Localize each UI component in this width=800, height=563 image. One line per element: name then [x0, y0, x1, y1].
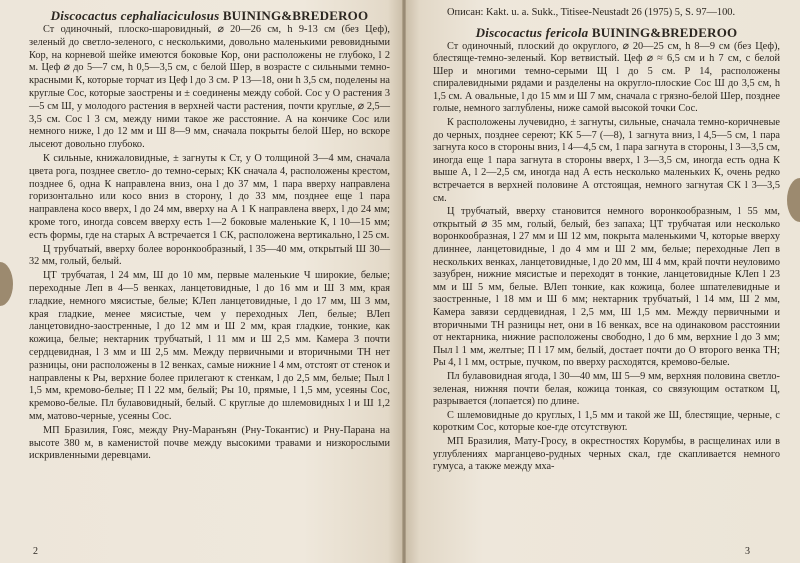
description-spines: К расположены лучевидно, ± загнуты, сильные, сначала темно-коричневые до черных, позднее сереют; КК 5—7 (—8), 1 загнута вниз, l 4,5—5 см, 1 пара загнута косо в стороны вниз, l 4—4,5 см, 1 пара загнута в стороны, l 3—3,5 см, иногда еще 1 пара загнута в стороны вверх, l 3—3,5 см, иногда есть одна К выше А, l 2—2,5 см, иногда над А есть несколько маленьких К, очень редко встречается в верхней половине А отстоящая, немного загнутая СК l 3—3,5 см. [433, 117, 780, 204]
species-epithet: cephaliaciculosus [120, 8, 220, 23]
source-citation: Описан: Kakt. u. a. Sukk., Titisee-Neustadt 26 (1975) 5, S. 97—100. [447, 7, 736, 18]
right-page [404, 0, 800, 563]
page-number: 2 [33, 546, 38, 557]
species-genus: Discocactus [50, 8, 118, 23]
species-authors: BUINING&BREDEROO [591, 24, 738, 40]
description-flower: Ц трубчатый, вверху становится немного воронкообразным, l 55 мм, открытый ⌀ 35 мм, голый, белый, без запаха; ЦТ трубчатая или несколько воронкообразная, l 27 мм и Ш 12 мм, покрыта маленькими Ч, которые вверху длиннее, ланцетовидные, l до 4 мм и Ш 2 мм, белые; переходные Леп в нескольких венках, ланцетовидные, l до 20 мм, Ш 4 мм, край почти неуловимо зазубрен, нижние мясистые и переходят в тонкие, ланцетовидные КЛеп l 23 мм и Ш 5 мм, белые. ВЛеп тонкие, как кожица, более шпателевидные и заостренные, l 18 мм и Ш 6 мм; нектарник трубчатый, l 14 мм, Ш 2 мм, Камера завязи сердцевидная, l 2,5 мм, Ш 1,5 мм. Между первичными и вторичными ТН разницы нет, они в 16 венках, все на одинаковом расстоянии от нектарника, нижние расположены свободно, l до 6 мм, верхние l до 3 мм; Пыл l 1 мм, желтые; П l 17 мм, белый, достает почти до О второго венка ТН; Ры 4, l 1 мм, острые, пучком, по вверху расходятся, кремово-белые. [433, 206, 780, 369]
species-heading [433, 24, 780, 41]
description-flower-tube: ЦТ трубчатая, l 24 мм, Ш до 10 мм, первые маленькие Ч широкие, белые; переходные Леп в 4—5 венках, ланцетовидные, l до 16 мм и Ш 3 мм, края гладкие, немного мясистые, белые; КЛеп ланцетовидные, l до 17 мм, Ш 3 мм, края гладкие, менее мясистые, чем у переходных Леп, белые; ВЛеп ланцетовидно-заостренные, l до 12 мм и Ш 2 мм, края гладкие, тонкие, как кожица, белые; нектарник трубчатый, l 11 мм и Ш 2,5 мм. Камера 3 почти сердцевидная, l 3 мм и Ш 2,5 мм. Между первичными и вторичными ТН нет разницы, они расположены в 12 венках, самые нижние l 4 мм, отстоят от стенок и направлены к Ры, верхние более прилегают к стенкам, l до 2,5 мм, белые; Пыл l 1,5 мм, кремово-белые; П l 22 мм, белый; Ры 10, прямые, l 1,5 мм, усеяны Сос, кремово-белые. Пл булавовидный, белый. С круглые до шлемовидных l и Ш 1,2 мм, матово-черные, усеяны Сос. [29, 270, 390, 422]
description-flower: Ц трубчатый, вверху более воронкообразный, l 35—40 мм, открытый Ш 30—32 мм, голый, белый. [29, 243, 390, 268]
description-seeds: С шлемовидные до круглых, l 1,5 мм и такой же Ш, блестящие, черные, с коротким Сос, которые кое-где отсутствуют. [433, 409, 780, 434]
species-heading [29, 7, 390, 24]
species-epithet: fericola [545, 24, 589, 40]
description-spines: К сильные, книжаловидные, ± загнуты к Ст, у О толщиной 3—4 мм, сначала цвета рога, позднее светло- до темно-серых; КК сначала 4, расположены крестом, позднее 6, одна К направлена вниз, она l до 37 мм, 1 пара вверху направлена горизонтально или косо вниз в сторону, l до 33 мм, позднее еще 1 пара направлена косо вверх, l до 24 мм, вверху на А 1 К направлена вверх, l до 24 мм; кроме того, иногда совсем вверху есть 1—2 боковые маленькие К, l 10—15 мм; есть формы, где на старых А встречается 1 СК, расположена вертикально, l 25 см. [29, 152, 390, 241]
book-gutter [402, 0, 406, 563]
description-stem: Ст одиночный, плоский до округлого, ⌀ 20—25 см, h 8—9 см (без Цеф), блестяще-темно-зеленый. Кор ветвистый. Цеф ⌀ ≈ 6,5 см и h 7 см, с белой Шер и многими темно-серыми Щ l до 5 см. Р 14, расположены спиралевидными рядами и разделены на округло-плоские Сос Ш до 3,5 см, h 1,5 см. А овальные, l до 15 мм и Ш 7 мм, сначала с грязно-белой Шер, позднее голые, немного заглублены, ниже самой высокой точки Сос. [433, 40, 780, 115]
species-authors: BUINING&BREDEROO [222, 8, 369, 23]
description-habitat: МП Бразилия, Мату-Гросу, в окрестностях Корумбы, в расщелинах или в углублениях марганцево-рудных черных скал, где скапливается немного гумуса, а также между мха- [433, 435, 780, 473]
description-habitat: МП Бразилия, Гояс, между Рну-Маранъян (Рну-Токантис) и Рну-Парана на высоте 380 м, в каменистой почве между высокими травами и низкорослыми искривленными деревцами. [29, 424, 390, 462]
description-fruit: Пл булавовидная ягода, l 30—40 мм, Ш 5—9 мм, верхняя половина светло-зеленая, нижняя почти белая, кожица тонкая, со связующим остатком Ц, разрывается (лопается) по длине. [433, 370, 780, 408]
description-stem: Ст одиночный, плоско-шаровидный, ⌀ 20—26 см, h 9-13 см (без Цеф), зеленый до светло-зеленого, с несколькими, довольно маленькими ревовидными Кор, на корневой шейке имеются боковые Кор, они расположены не глубоко, l 2 м. Цеф ⌀ до 5—7 см, h 0,5—3,5 см, с белой Шер, в возрасте с сильными темно-красными К, которые торчат из Цеф l до 3 см. Р 13—18, они h 3,5 см, поделены на круглые Сос, которые заострены и ± соединены между собой. Сос у О растения 3—5 см Ш, у молодого растения в верхней части растения, почти круглые, ⌀ 2,5—3,5 см. Сос l 3 см, между ними такое же расстояние. А на кончике Сос или немного ниже, l до 12 мм и Ш 8—9 мм, сначала покрыты белой Шер, но вскоре лысеют довольно глубоко. [29, 24, 390, 151]
page-number: 3 [745, 546, 750, 557]
species-genus: Discocactus [475, 24, 543, 40]
